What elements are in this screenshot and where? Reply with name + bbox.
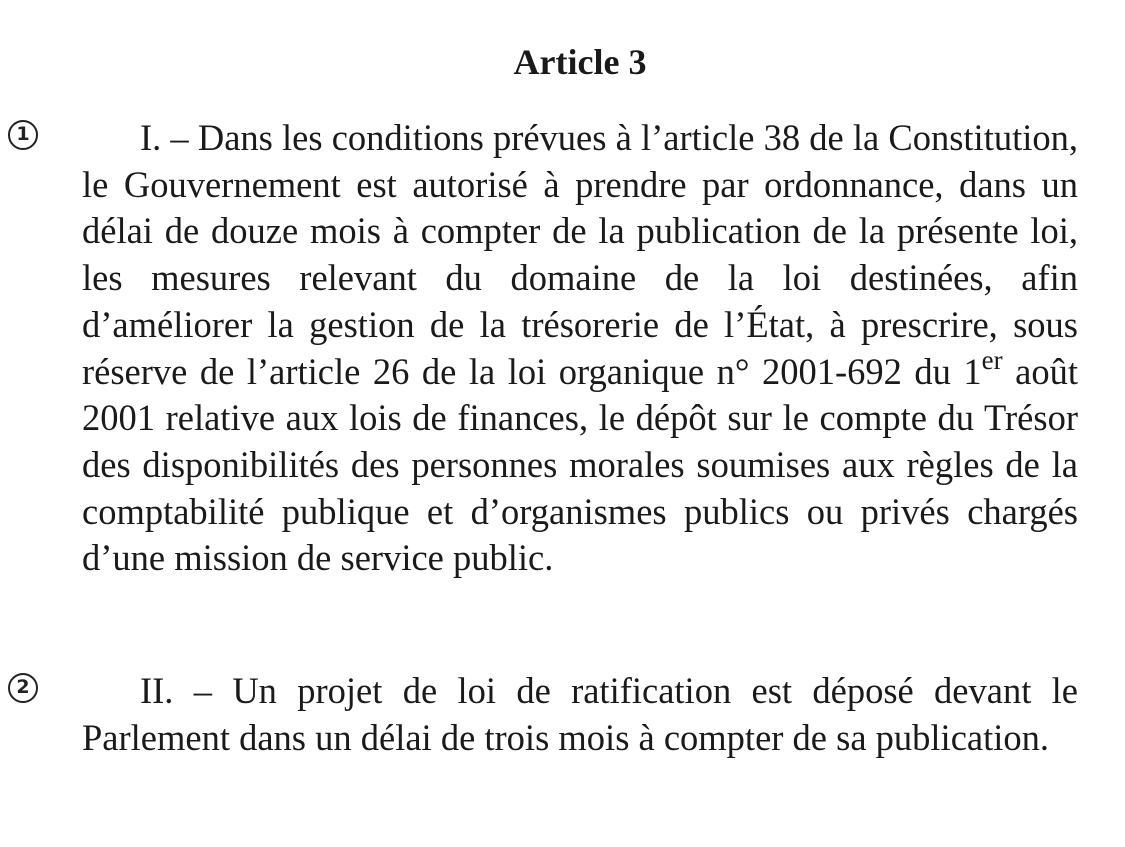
article-title: Article 3 [513, 42, 647, 82]
alinea-text: I. – Dans les conditions prévues à l’article 38 de la Constitution, le Gouvernement est autorisé à prendre par ordonnance, dans un délai de douze mois à compter de la publication de la présente loi, les mesures relevant du domaine de la loi destinées, afin d’améliorer la gestion de la trésorerie de l’État, à prescrire, sous réserve de l’article 26 de la loi organique n° 2001-692 du 1 [82, 117, 1078, 392]
alinea-number-badge: 2 [8, 673, 38, 703]
alinea-number-badge: 1 [8, 120, 38, 150]
alinea-text: II. – Un projet de loi de ratification est déposé devant le Parlement dans un délai de trois mois à compter de sa publication. [82, 670, 1078, 758]
alinea-text-continued: août 2001 relative aux lois de finances, le dépôt sur le compte du Trésor des disponibilités des personnes morales soumises aux règles de la comptabilité publique et d’organismes publics ou privés chargés d’une mission de service public. [82, 350, 1079, 579]
alinea-paragraph [82, 115, 1078, 582]
alinea-paragraph [82, 668, 1078, 761]
ordinal-superscript: er [981, 344, 1003, 375]
